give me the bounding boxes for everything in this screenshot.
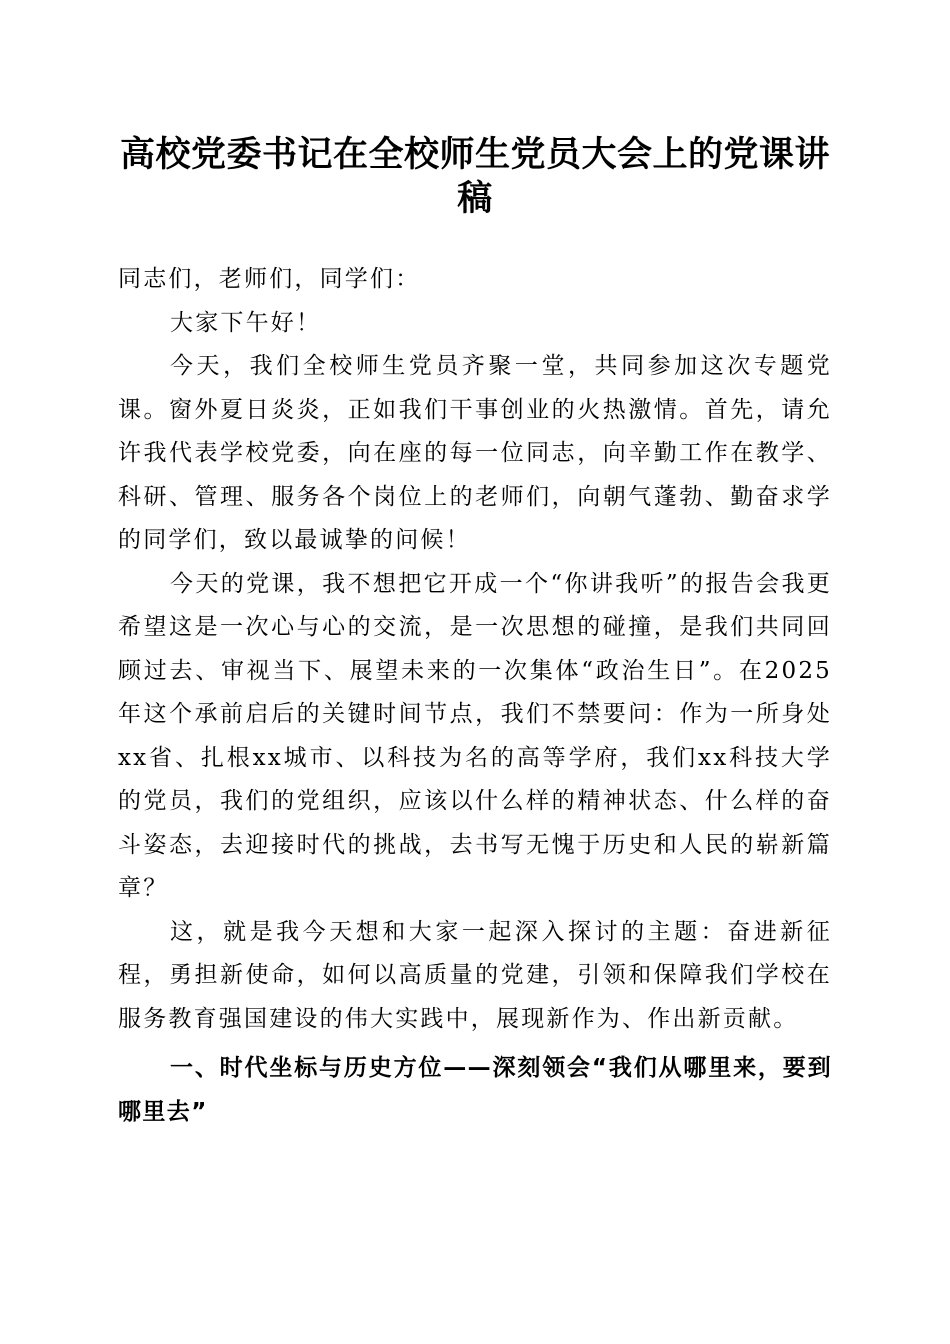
salutation: 同志们，老师们，同学们： xyxy=(118,266,421,292)
section-heading: 一、时代坐标与历史方位——深刻领会“我们从哪里来，要到哪里去” xyxy=(118,1055,832,1125)
theme-paragraph: 这，就是我今天想和大家一起深入探讨的主题：奋进新征程，勇担新使命，如何以高质量的党建，引领和保障我们学校在服务教育强国建设的伟大实践中，展现新作为、作出新贡献。 xyxy=(118,918,832,1032)
document-title: 高校党委书记在全校师生党员大会上的党课讲稿 xyxy=(119,134,830,219)
greeting-paragraph: 大家下午好！ xyxy=(170,309,322,336)
purpose-paragraph: 今天的党课，我不想把它开成一个“你讲我听”的报告会我更希望这是一次心与心的交流，是一次思想的碰撞，是我们共同回顾过去、审视当下、展望未来的一次集体“政治生日”。在2025年这个承前启后的关键时间节点，我们不禁要问：作为一所身处xx省、扎根xx城市、以科技为名的高等学府，我们xx科技大学的党员，我们的党组织，应该以什么样的精神状态、什么样的奋斗姿态，去迎接时代的挑战，去书写无愧于历史和人民的崭新篇章？ xyxy=(118,570,832,901)
document-body xyxy=(118,258,832,1134)
opening-paragraph: 今天，我们全校师生党员齐聚一堂，共同参加这次专题党课。窗外夏日炎炎，正如我们干事创业的火热激情。首先，请允许我代表学校党委，向在座的每一位同志，向辛勤工作在教学、科研、管理、服务各个岗位上的老师们，向朝气蓬勃、勤奋求学的同学们，致以最诚挚的问候！ xyxy=(118,353,832,553)
